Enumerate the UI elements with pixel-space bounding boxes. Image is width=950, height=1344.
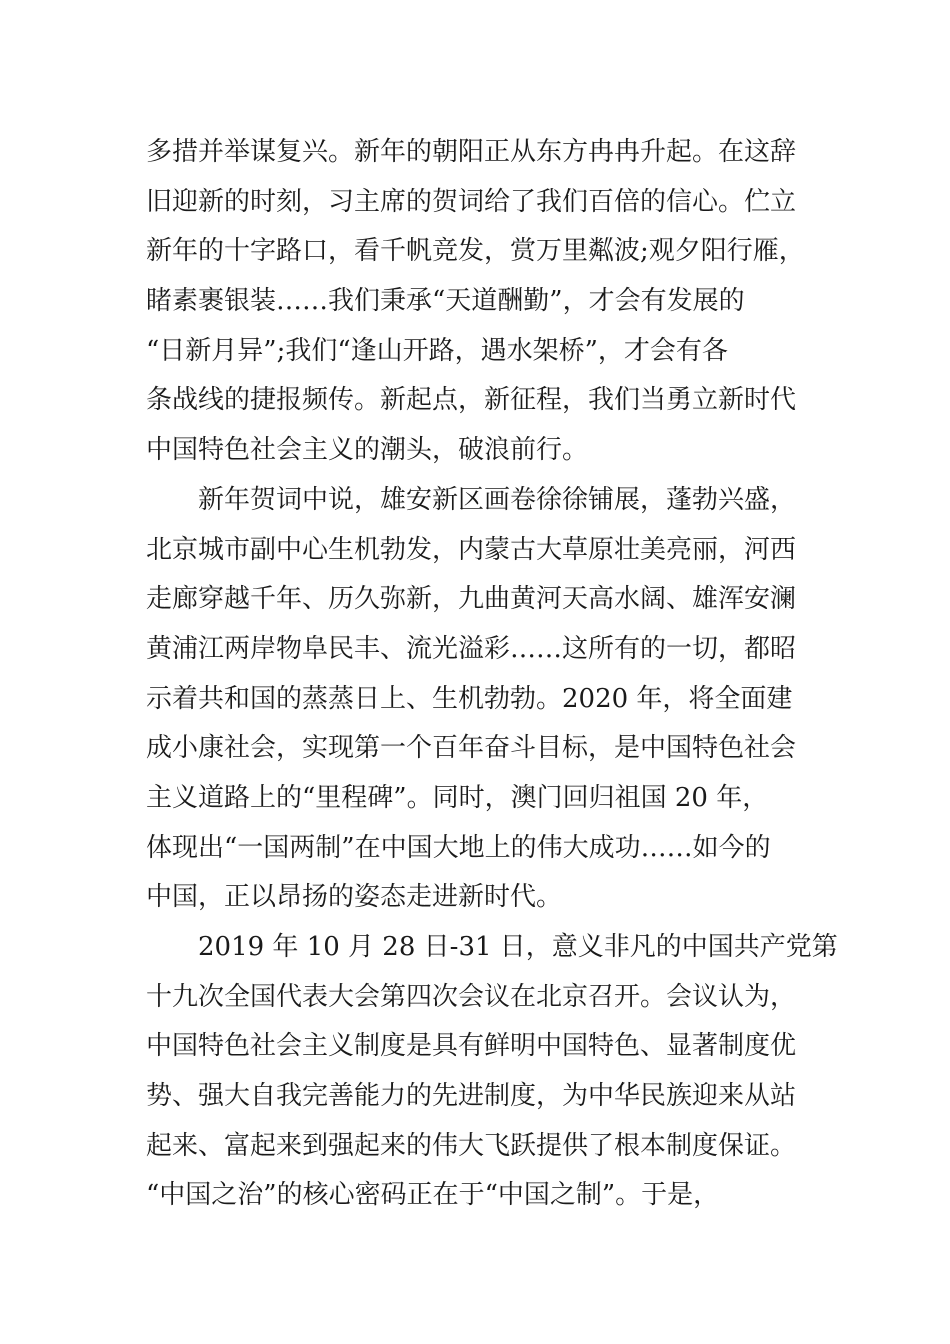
text-line: 主义道路上的“里程碑”。同时，澳门回归祖国 20 年， [146, 782, 769, 813]
text-line: 2019 年 10 月 28 日-31 日，意义非凡的中国共产党第 [198, 932, 838, 962]
text-line: 新年的十字路口，看千帆竞发，赏万里粼波;观夕阳行雁， [146, 236, 805, 267]
text-line: 新年贺词中说，雄安新区画卷徐徐铺展，蓬勃兴盛， [198, 484, 797, 515]
text-line: 十九次全国代表大会第四次会议在北京召开。会议认为， [146, 981, 797, 1012]
text-line: 中国，正以昂扬的姿态走进新时代。 [146, 882, 563, 913]
text-line: 北京城市副中心生机勃发，内蒙古大草原壮美亮丽，河西 [146, 534, 797, 565]
body-text [146, 128, 838, 1221]
text-line: 黄浦江两岸物阜民丰、流光溢彩……这所有的一切，都昭 [146, 633, 797, 664]
text-line: 走廊穿越千年、历久弥新，九曲黄河天高水阔、雄浑安澜 [146, 584, 797, 615]
text-line: 势、强大自我完善能力的先进制度，为中华民族迎来从站 [146, 1081, 797, 1112]
text-line: 中国特色社会主义的潮头，破浪前行。 [146, 435, 589, 466]
text-line: 睹素裹银装……我们秉承“天道酬勤”，才会有发展的 [146, 286, 745, 317]
text-line: “中国之治”的核心密码正在于“中国之制”。于是， [146, 1180, 720, 1211]
text-line: 示着共和国的蒸蒸日上、生机勃勃。2020 年，将全面建 [146, 683, 793, 714]
text-line: “日新月异”;我们“逢山开路，遇水架桥”，才会有各 [146, 335, 728, 366]
text-line: 体现出“一国两制”在中国大地上的伟大成功……如今的 [146, 832, 771, 863]
text-line: 条战线的捷报频传。新起点，新征程，我们当勇立新时代 [146, 385, 797, 416]
text-line: 中国特色社会主义制度是具有鲜明中国特色、显著制度优 [146, 1031, 797, 1062]
text-line: 起来、富起来到强起来的伟大飞跃提供了根本制度保证。 [146, 1130, 797, 1161]
text-line: 成小康社会，实现第一个百年奋斗目标，是中国特色社会 [146, 733, 797, 764]
text-line: 旧迎新的时刻，习主席的贺词给了我们百倍的信心。伫立 [146, 186, 797, 217]
text-line: 多措并举谋复兴。新年的朝阳正从东方冉冉升起。在这辞 [146, 137, 797, 167]
